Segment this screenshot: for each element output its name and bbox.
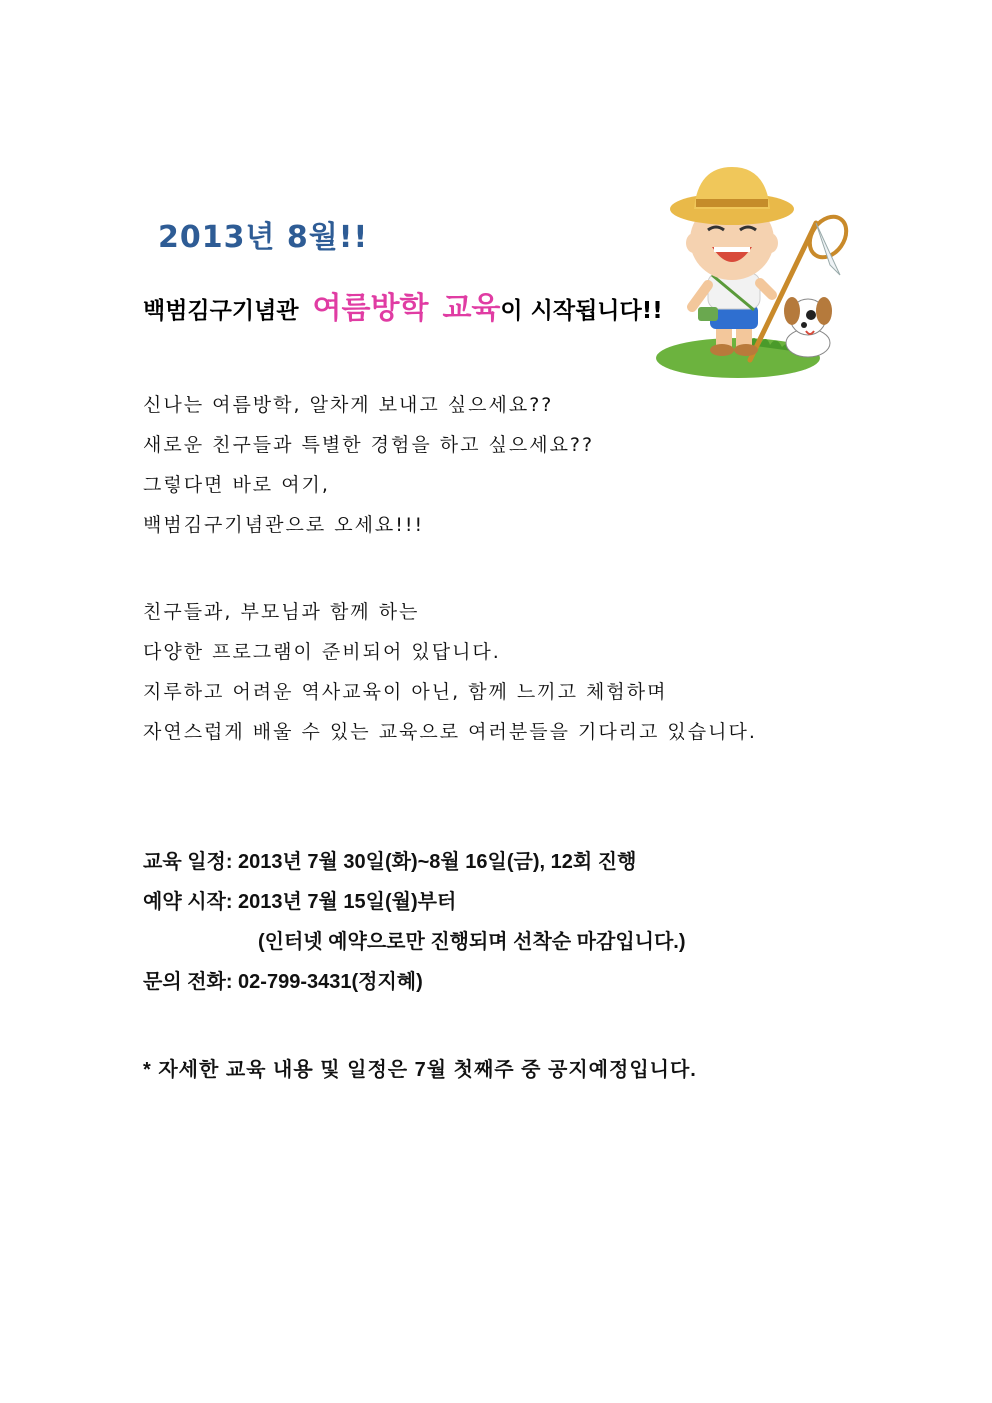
intro-line: 그렇다면 바로 여기, bbox=[143, 474, 330, 496]
headline-suffix: 이 시작됩니다!! bbox=[500, 298, 663, 324]
info-section bbox=[143, 842, 686, 1002]
programs-line: 다양한 프로그램이 준비되어 있답니다. bbox=[143, 641, 501, 663]
programs-line: 자연스럽게 배울 수 있는 교육으로 여러분들을 기다리고 있습니다. bbox=[143, 721, 757, 743]
contact-text: 문의 전화: 02-799-3431(정지혜) bbox=[143, 971, 423, 993]
intro-line: 새로운 친구들과 특별한 경험을 하고 싶으세요?? bbox=[143, 434, 595, 456]
intro-line: 신나는 여름방학, 알차게 보내고 싶으세요?? bbox=[143, 394, 554, 416]
headline-prefix: 백범김구기념관 bbox=[143, 298, 299, 324]
headline-highlight-education: 교육 bbox=[442, 291, 501, 326]
headline-highlight-summer: 여름방학 bbox=[312, 291, 429, 326]
intro-line: 백범김구기념관으로 오세요!!! bbox=[143, 514, 425, 536]
boy-with-net-and-dog-icon bbox=[628, 165, 853, 380]
intro-section bbox=[143, 385, 594, 545]
date-title: 2013년 8월!! bbox=[158, 220, 369, 255]
programs-section bbox=[143, 592, 757, 752]
schedule-text: 교육 일정: 2013년 7월 30일(화)~8월 16일(금), 12회 진행 bbox=[143, 851, 637, 873]
reservation-text: 예약 시작: 2013년 7월 15일(월)부터 bbox=[143, 891, 457, 913]
programs-line: 지루하고 어려운 역사교육이 아닌, 함께 느끼고 체험하며 bbox=[143, 681, 668, 703]
footnote: * 자세한 교육 내용 및 일정은 7월 첫째주 중 공지예정입니다. bbox=[143, 1059, 697, 1081]
programs-line: 친구들과, 부모님과 함께 하는 bbox=[143, 601, 420, 623]
headline bbox=[143, 283, 663, 327]
reservation-note: (인터넷 예약으로만 진행되며 선착순 마감입니다.) bbox=[258, 931, 686, 953]
